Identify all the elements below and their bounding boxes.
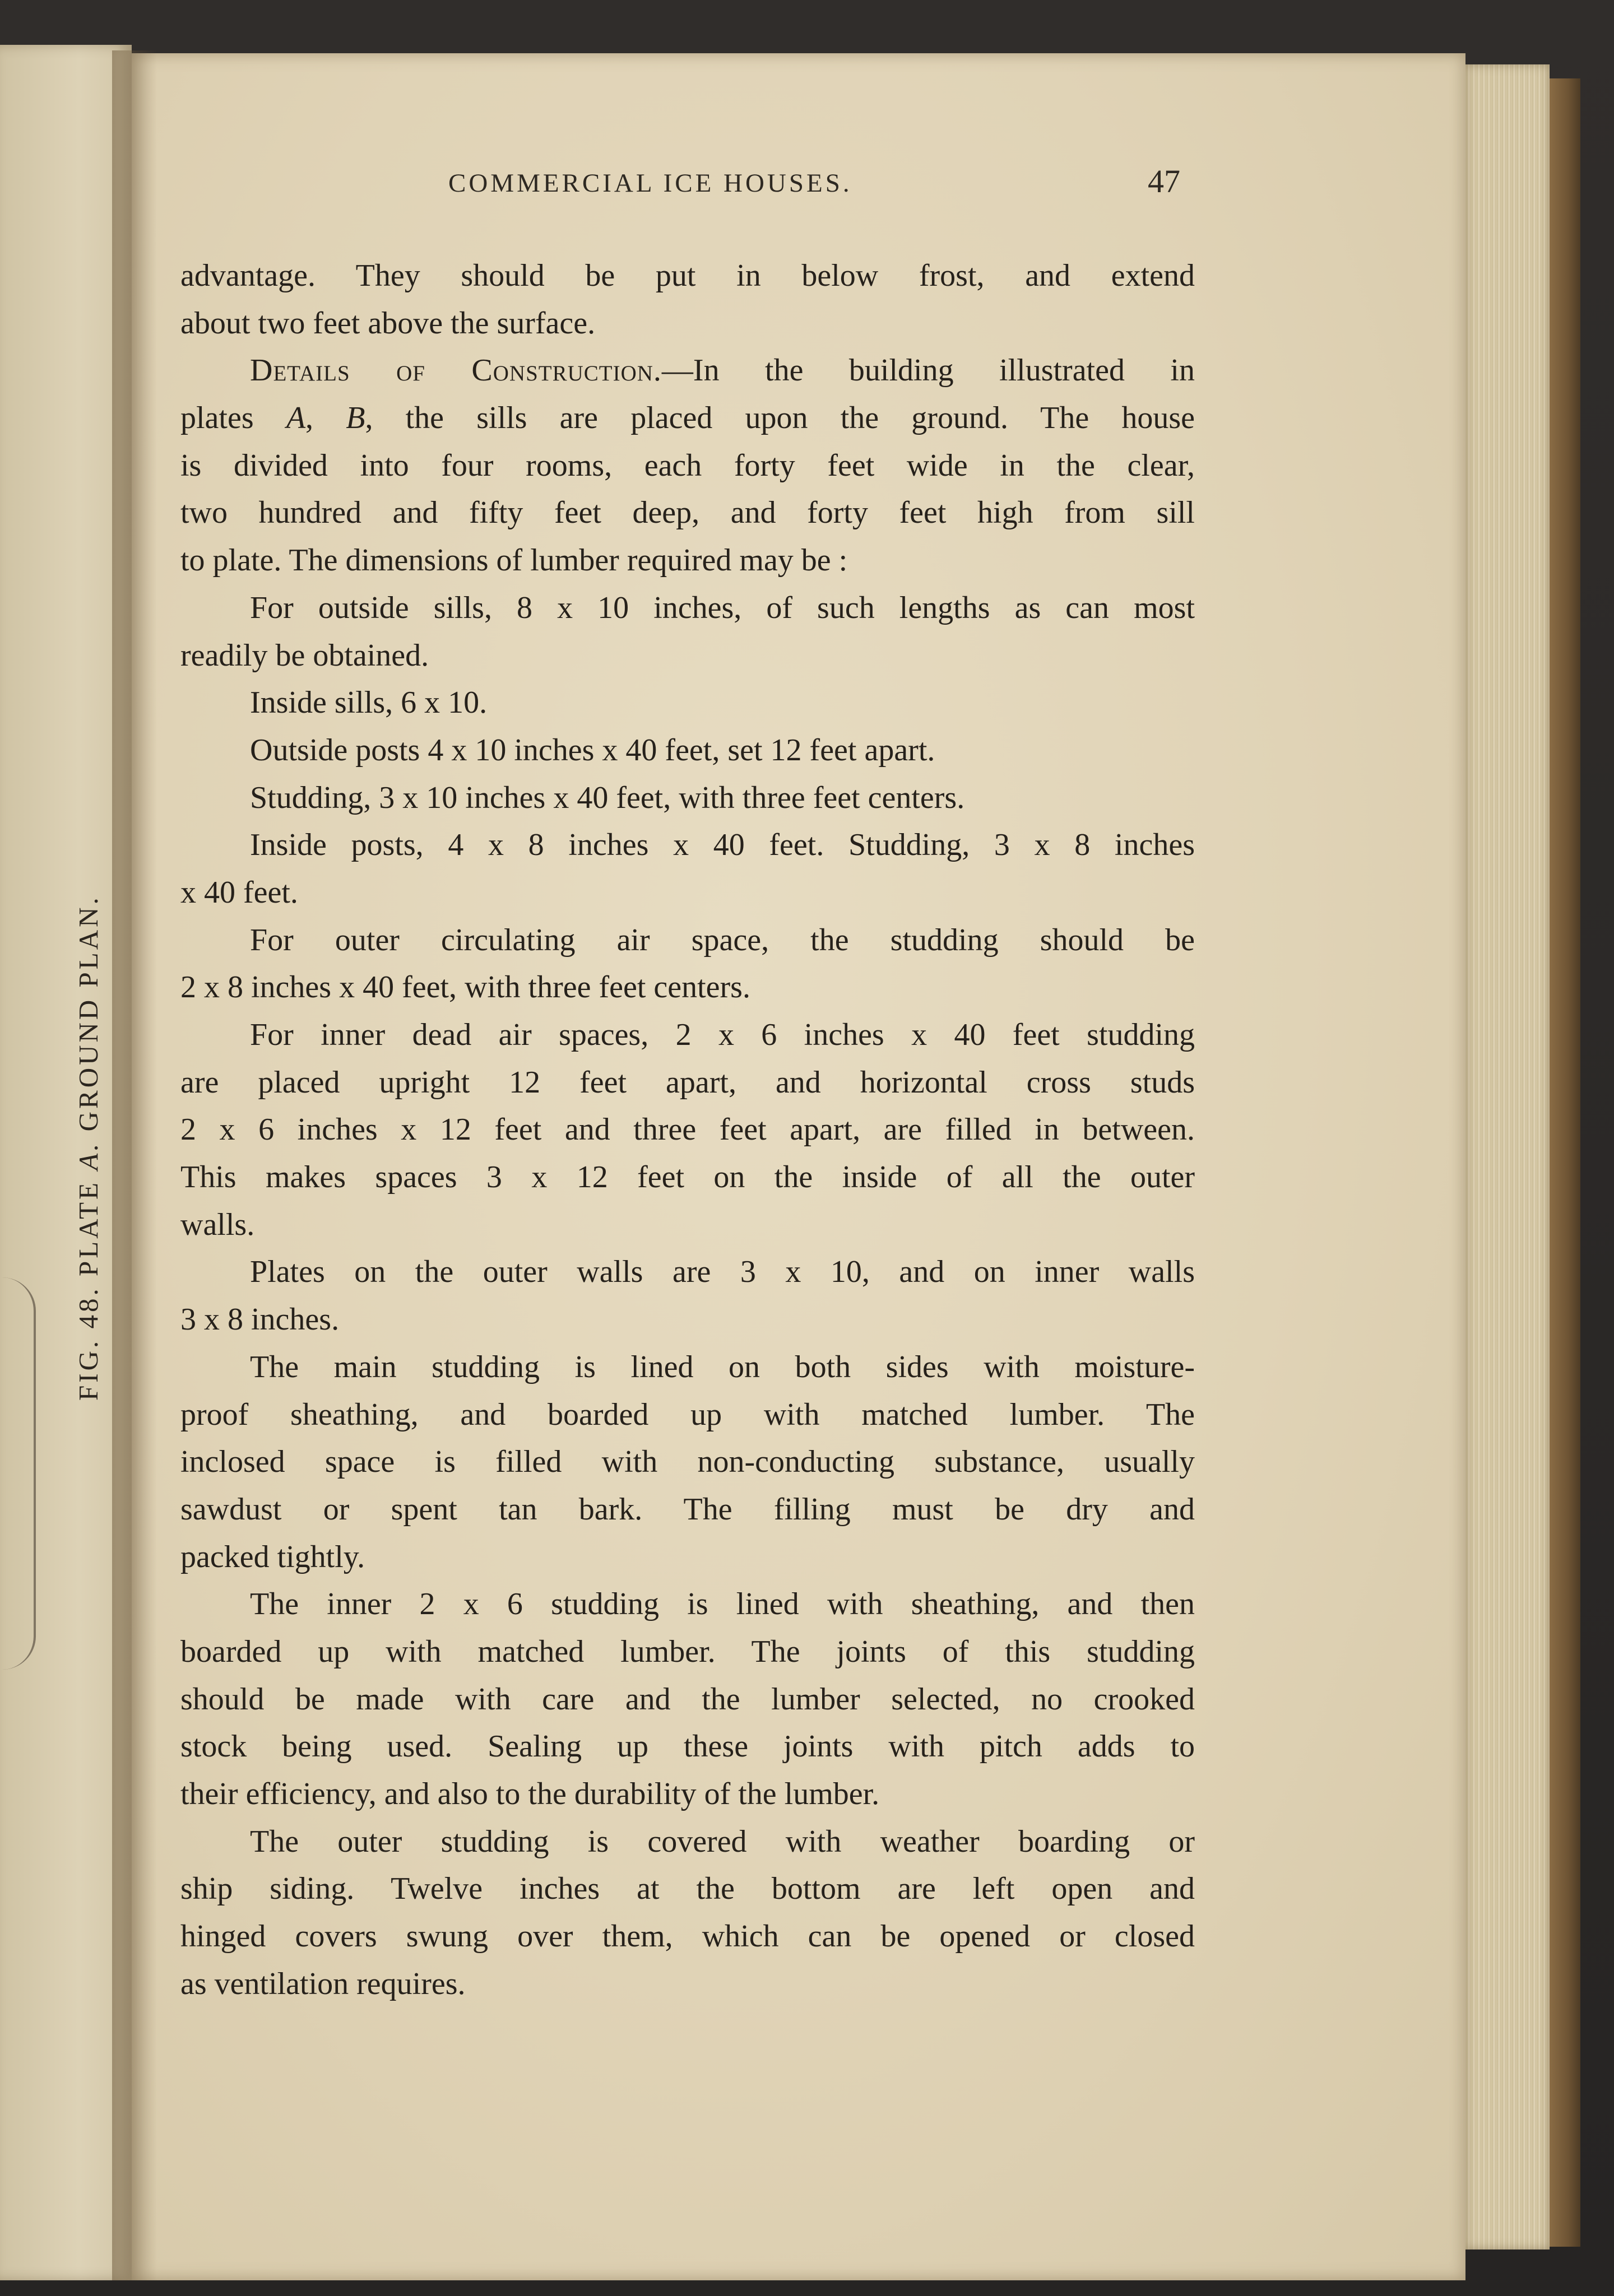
text-line: walls. [180,1207,255,1242]
text-line: For outer circulating air space, the studding should be [250,922,1195,958]
text-line: two hundred and fifty feet deep, and forty feet high from sill [180,495,1195,531]
text-line: to plate. The dimensions of lumber required may be : [180,543,848,578]
text-line: This makes spaces 3 x 12 feet on the inside of all the outer [180,1160,1195,1195]
text-line: should be made with care and the lumber selected, no crooked [180,1681,1195,1717]
text-line: stock being used. Sealing up these joints with pitch adds to [180,1729,1195,1764]
plate-caption-letter: A. [73,1141,104,1170]
text-line: The outer studding is covered with weather boarding or [250,1824,1195,1859]
text-line: 2 x 8 inches x 40 feet, with three feet centers. [180,970,750,1005]
text-line: readily be obtained. [180,638,429,673]
text-line: ship siding. Twelve inches at the bottom are left open and [180,1871,1195,1907]
text-line: advantage. They should be put in below frost, and extend [180,258,1195,293]
page-number: 47 [1148,163,1180,199]
text-line: For inner dead air spaces, 2 x 6 inches x 40 feet studding [250,1017,1195,1052]
text-line: as ventilation requires. [180,1966,466,2001]
text-line: inclosed space is filled with non-conducting substance, usually [180,1444,1195,1480]
text-line: plates A, B, the sills are placed upon the ground. The house [180,401,1195,436]
plate-caption-suffix: GROUND PLAN. [73,895,104,1141]
text-line: Plates on the outer walls are 3 x 10, and on inner walls [250,1254,1195,1290]
text-line: Outside posts 4 x 10 inches x 40 feet, set 12 feet apart. [250,732,935,768]
text-line: about two feet above the surface. [180,305,596,341]
plate-caption-prefix: FIG. 48. PLATE [73,1170,104,1401]
section-heading: Details of Construction. [250,353,662,388]
text-line: proof sheathing, and boarded up with matched lumber. The [180,1397,1195,1432]
plate-caption [66,784,111,1401]
text-line: For outside sills, 8 x 10 inches, of such lengths as can most [250,590,1195,625]
text-line: Details of Construction.—In the building illustrated in [250,353,1195,388]
page-block-edges [1465,64,1550,2249]
body-text [180,252,1195,2007]
text-line: The main studding is lined on both sides with moisture- [250,1349,1195,1384]
plate-reference: A [286,401,306,436]
text-line: The inner 2 x 6 studding is lined with sheathing, and then [250,1587,1195,1622]
plate-illustration-edge [0,1277,36,1670]
running-head: COMMERCIAL ICE HOUSES. [448,169,852,198]
text-line: their efficiency, and also to the durability of the lumber. [180,1777,880,1811]
plate-reference: B [346,401,365,436]
text-line: 3 x 8 inches. [180,1302,340,1337]
text-line: is divided into four rooms, each forty feet wide in the clear, [180,448,1195,483]
text-line: hinged covers swung over them, which can be opened or closed [180,1919,1195,1954]
text-line: 2 x 6 inches x 12 feet and three feet apart, are filled in between. [180,1112,1195,1147]
page-gutter [112,50,157,2280]
text-line: Studding, 3 x 10 inches x 40 feet, with three feet centers. [250,780,965,815]
text-line: are placed upright 12 feet apart, and horizontal cross studs [180,1065,1195,1100]
text-line: sawdust or spent tan bark. The filling must be dry and [180,1491,1195,1527]
text-line: packed tightly. [180,1539,365,1574]
text-line: Inside posts, 4 x 8 inches x 40 feet. Studding, 3 x 8 inches [250,828,1195,863]
text-line: Inside sills, 6 x 10. [250,685,488,721]
text-line: boarded up with matched lumber. The joints of this studding [180,1634,1195,1669]
text-line: x 40 feet. [180,875,298,910]
cover-board-edge [1550,78,1580,2247]
